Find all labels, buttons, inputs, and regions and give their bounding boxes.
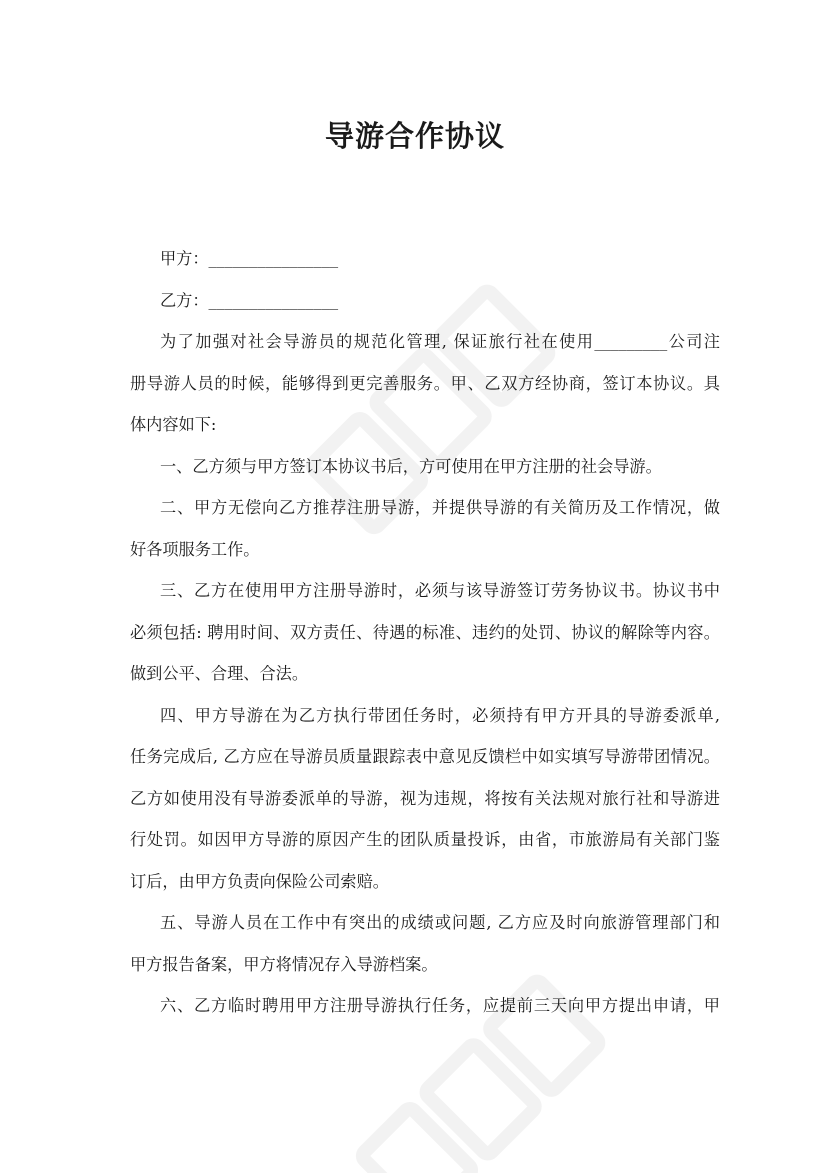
paragraph-line: 六、乙方临时聘用甲方注册导游执行任务，应提前三天向甲方提出申请，甲 bbox=[160, 996, 720, 1015]
paragraph-line: 二、甲方无偿向乙方推荐注册导游，并提供导游的有关简历及工作情况，做 bbox=[160, 498, 720, 517]
paragraph-line: 必须包括: 聘用时间、双方责任、待遇的标准、违约的处罚、协议的解除等内容。 bbox=[130, 622, 720, 642]
paragraph-line: 任务完成后, 乙方应在导游员质量跟踪表中意见反馈栏中如实填写导游带团情况。 bbox=[130, 747, 720, 766]
paragraph-line: 为了加强对社会导游员的规范化管理, 保证旅行社在使用_________公司注 bbox=[160, 332, 720, 351]
paragraph-line: 册导游人员的时候，能够得到更完善服务。甲、乙双方经协商，签订本协议。具 bbox=[130, 373, 720, 393]
clause-6 bbox=[160, 985, 720, 1027]
clause-1 bbox=[160, 446, 720, 488]
intro-paragraph bbox=[130, 321, 720, 446]
clause-2 bbox=[130, 487, 720, 570]
paragraph-line: 订后，由甲方负责向保险公司索赔。 bbox=[130, 871, 389, 891]
paragraph-line: 做到公平、合理、合法。 bbox=[130, 664, 309, 683]
paragraph-line: 四、甲方导游在为乙方执行带团任务时，必须持有甲方开具的导游委派单, bbox=[160, 705, 720, 725]
paragraph-line: 三、乙方在使用甲方注册导游时，必须与该导游签订劳务协议书。协议书中 bbox=[160, 581, 720, 600]
paragraph-line: 好各项服务工作。 bbox=[130, 539, 260, 559]
document-body bbox=[130, 238, 720, 1027]
document-title: 导游合作协议 bbox=[324, 119, 505, 153]
clause-5 bbox=[130, 902, 720, 985]
clause-4 bbox=[130, 695, 720, 903]
party-b-line: 乙方：________________ bbox=[160, 290, 339, 310]
paragraph-line: 五、导游人员在工作中有突出的成绩或问题, 乙方应及时向旅游管理部门和 bbox=[160, 913, 720, 932]
paragraph-line: 行处罚。如因甲方导游的原因产生的团队质量投诉，由省，市旅游局有关部门鉴 bbox=[130, 830, 720, 849]
paragraph-line: 体内容如下: bbox=[130, 415, 217, 434]
paragraph-line: 一、乙方须与甲方签订本协议书后，方可使用在甲方注册的社会导游。 bbox=[160, 456, 662, 476]
party-a-line: 甲方：________________ bbox=[160, 249, 339, 268]
paragraph-line: 乙方如使用没有导游委派单的导游，视为违规，将按有关法规对旅行社和导游进 bbox=[130, 788, 720, 808]
paragraph-line: 甲方报告备案，甲方将情况存入导游档案。 bbox=[130, 954, 438, 974]
clause-3 bbox=[130, 570, 720, 695]
